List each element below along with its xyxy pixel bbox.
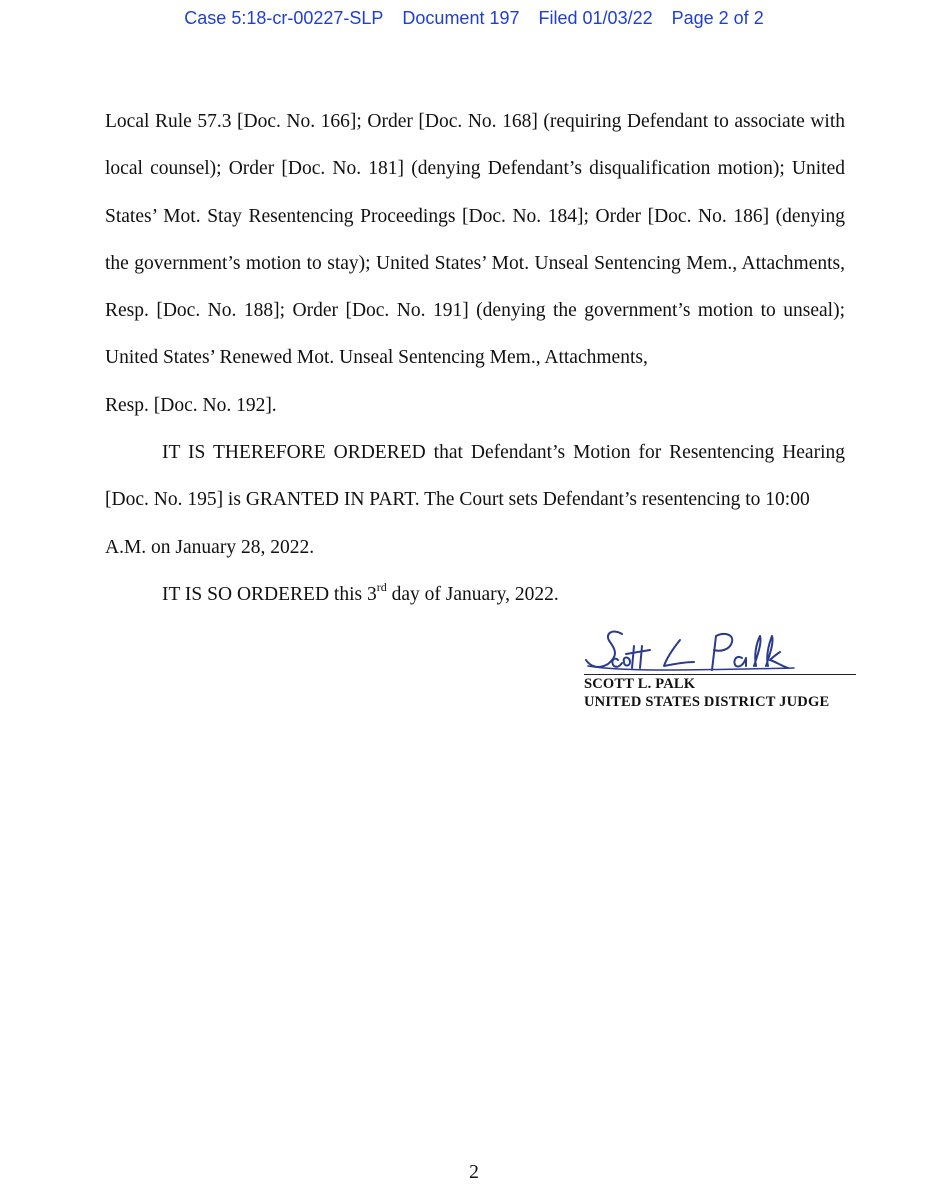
paragraph-procedural-history-text: Local Rule 57.3 [Doc. No. 166]; Order [Doc. No. 168] (requiring Defendant to associate with local counsel); Order [Doc. No. 181] (denying Defendant’s disqualification motion); United States’ Mot. Stay Resentencing Proceedings [Doc. No. 184]; Order [Doc. No. 186] (denying the government’s motion to stay); United States’ Mot. Unseal Sentencing Mem., Attachments, Resp. [Doc. No. 188]; Order [Doc. No. 191] (denying the government’s motion to unseal); United States’ Renewed Mot. Unseal Sentencing Mem., Attachments, bbox=[105, 111, 845, 369]
so-ordered-text-after: day of January, 2022. bbox=[386, 583, 559, 605]
handwritten-signature bbox=[584, 626, 856, 680]
paragraph-order-text: IT IS THEREFORE ORDERED that Defendant’s Motion for Resentencing Hearing [Doc. No. 195] is GRANTED IN PART. The Court sets Defendant’s resentencing to 10:00 bbox=[105, 442, 845, 511]
order-body bbox=[105, 98, 845, 618]
paragraph-so-ordered bbox=[105, 571, 845, 618]
paragraph-order-end-text: A.M. on January 28, 2022. bbox=[105, 536, 315, 558]
page-indicator: Page 2 of 2 bbox=[671, 8, 764, 28]
paragraph-procedural-history-end bbox=[105, 382, 845, 429]
paragraph-procedural-history bbox=[105, 98, 845, 382]
judge-title: UNITED STATES DISTRICT JUDGE bbox=[584, 694, 830, 710]
signature-line bbox=[584, 674, 856, 675]
paragraph-order bbox=[105, 429, 845, 524]
ordinal-suffix: rd bbox=[376, 580, 387, 595]
judge-name: SCOTT L. PALK bbox=[584, 676, 696, 692]
case-number: Case 5:18-cr-00227-SLP bbox=[184, 8, 384, 28]
ecf-filing-header bbox=[0, 8, 948, 29]
page-number: 2 bbox=[469, 1162, 479, 1183]
document-number: Document 197 bbox=[402, 8, 520, 28]
so-ordered-text-before: IT IS SO ORDERED this 3 bbox=[162, 583, 377, 605]
paragraph-procedural-history-end-text: Resp. [Doc. No. 192]. bbox=[105, 394, 277, 416]
filed-date: Filed 01/03/22 bbox=[538, 8, 653, 28]
paragraph-order-end bbox=[105, 524, 845, 571]
